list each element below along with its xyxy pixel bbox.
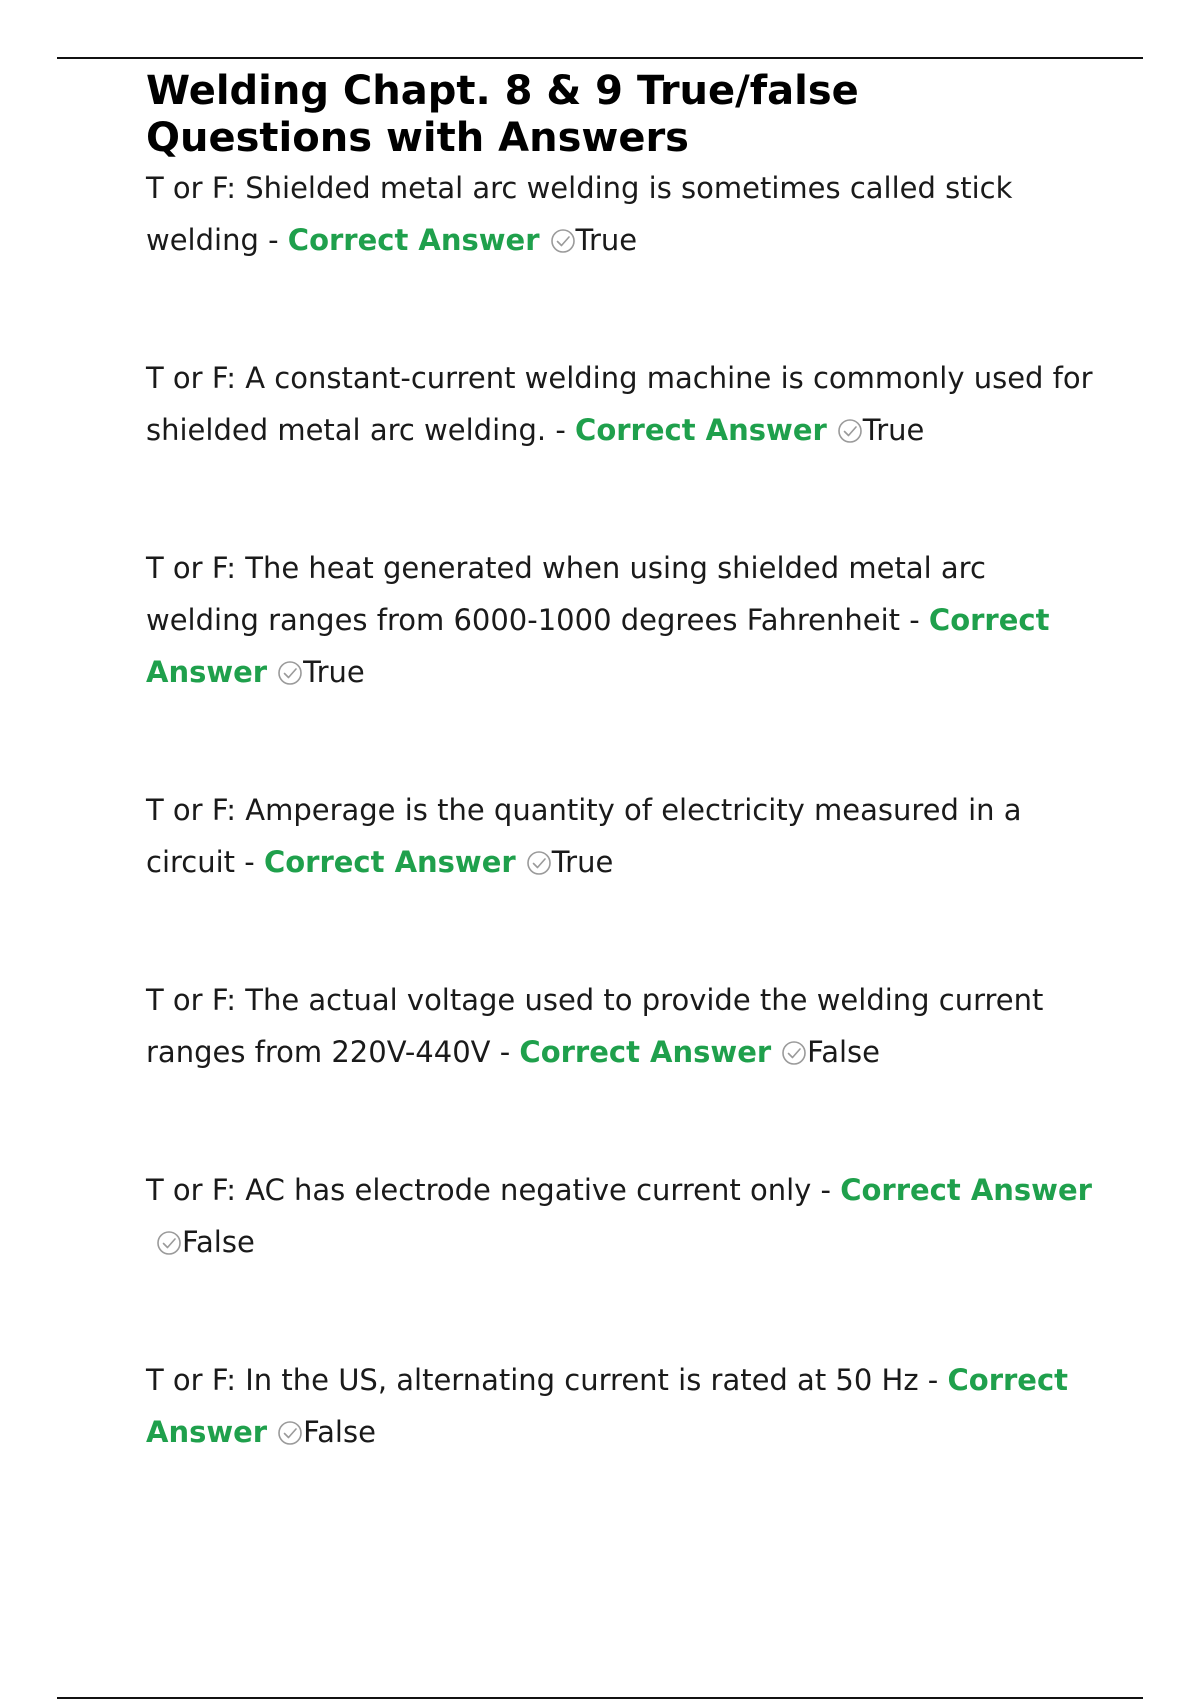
correct-answer-label: Correct Answer [840,1173,1092,1207]
answer-value: False [303,1415,376,1449]
question-text: T or F: A constant-current welding machine is commonly used for shielded metal arc welding. [146,361,1093,447]
question-text: T or F: In the US, alternating current is rated at 50 Hz [146,1363,919,1397]
question-item [146,542,1106,698]
question-item [146,1164,1106,1268]
correct-answer-label: Correct Answer [575,413,827,447]
answer-value: True [551,845,614,879]
document-title [146,68,1106,162]
title-line-1: Welding Chapt. 8 & 9 True/false [146,68,859,114]
question-item [146,1354,1106,1458]
separator: - [900,603,929,637]
question-text: T or F: Shielded metal arc welding is sometimes called stick welding [146,171,1013,257]
question-item [146,162,1106,266]
question-item [146,784,1106,888]
separator: - [546,413,576,447]
check-circle-icon [550,228,576,254]
question-text: T or F: The actual voltage used to provide the welding current ranges from 220V-440V [146,983,1044,1069]
question-list [146,162,1106,1458]
question-text: T or F: The heat generated when using shielded metal arc welding ranges from 6000-1000 degrees Fahrenheit [146,551,986,637]
separator: - [918,1363,948,1397]
correct-answer-label: Correct Answer [263,845,516,879]
question-text: T or F: AC has electrode negative current only [146,1173,812,1207]
check-circle-icon [781,1040,807,1066]
separator: - [490,1035,520,1069]
bottom-rule [57,1697,1143,1699]
separator: - [811,1173,841,1207]
check-circle-icon [156,1230,182,1256]
answer-value: True [862,413,925,447]
correct-answer-label: Correct Answer [146,1363,1069,1449]
document-body [146,68,1106,1458]
question-item [146,974,1106,1078]
check-circle-icon [837,418,863,444]
check-circle-icon [526,850,552,876]
correct-answer-label: Correct Answer [146,603,1050,689]
answer-value: True [303,655,365,689]
check-circle-icon [277,1420,303,1446]
check-circle-icon [277,660,303,686]
separator: - [258,223,288,257]
title-line-2: Questions with Answers [146,115,689,161]
answer-value: True [575,223,638,257]
correct-answer-label: Correct Answer [519,1035,772,1069]
separator: - [235,845,264,879]
question-item [146,352,1106,456]
answer-value: False [807,1035,880,1069]
correct-answer-label: Correct Answer [287,223,540,257]
answer-value: False [182,1225,255,1259]
top-rule [57,57,1143,59]
question-text: T or F: Amperage is the quantity of electricity measured in a circuit [146,793,1022,879]
